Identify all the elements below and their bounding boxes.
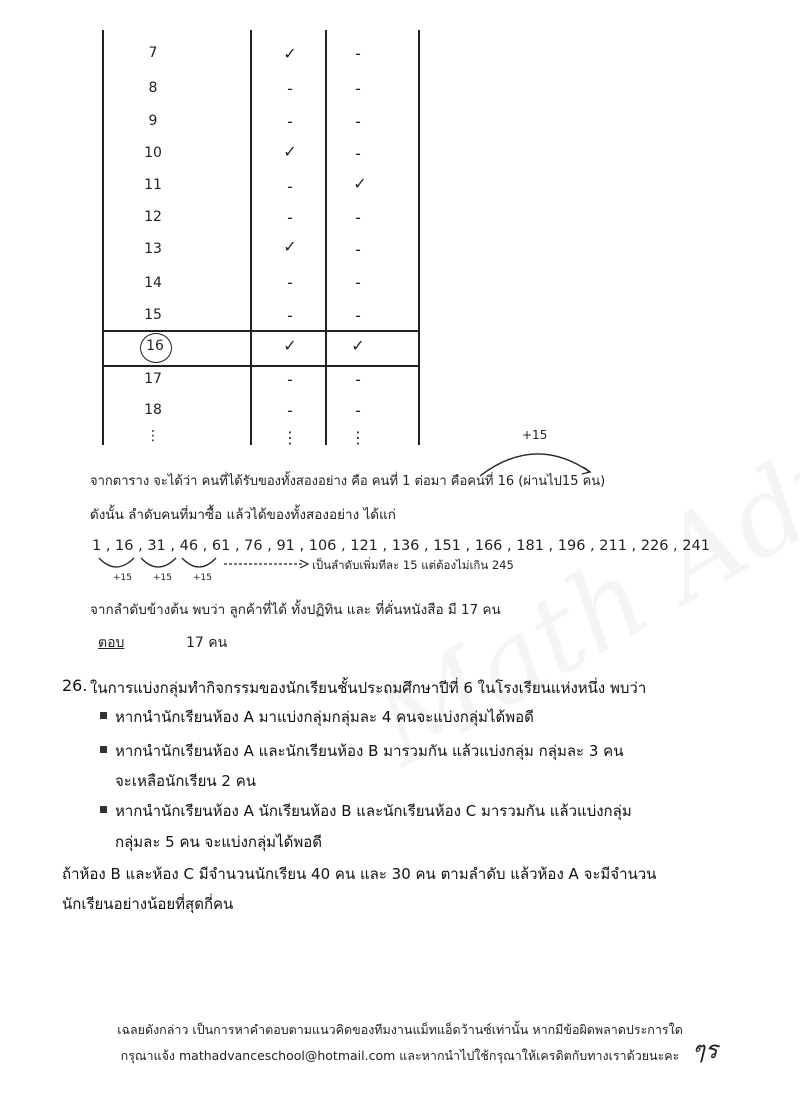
mark-calendar: ✓ (283, 142, 297, 161)
row-number: 15 (144, 307, 162, 323)
row-number: 14 (144, 275, 162, 291)
question-closing-line-2: นักเรียนอย่างน้อยที่สุดกี่คน (62, 895, 234, 913)
arc-label: +15 (153, 573, 172, 583)
sequence-note: เป็นลำดับเพิ่มทีละ 15 แต่ต้องไม่เกิน 245 (312, 558, 514, 572)
mark-calendar: - (287, 306, 293, 325)
answer-label: ตอบ (98, 635, 125, 651)
table-border-left (102, 30, 104, 445)
mark-bookmark: ✓ (353, 174, 367, 193)
footer-contact: กรุณาแจ้ง mathadvanceschool@hotmail.com และหากนำไปใช้กรุณาให้เครดิตกับทางเราด้วยนะคะ (120, 1048, 680, 1063)
arc-label: +15 (193, 573, 212, 583)
mark-calendar: - (287, 370, 293, 389)
condition-3-line-1: หากนำนักเรียนห้อง A นักเรียนห้อง B และนักเรียนห้อง C มารวมกัน แล้วแบ่งกลุ่ม (115, 802, 632, 820)
bullet-icon (100, 746, 107, 753)
mark-bookmark: - (355, 273, 361, 292)
condition-3-line-2: กลุ่มละ 5 คน จะแบ่งกลุ่มได้พอดี (115, 833, 322, 851)
condition-2-line-1: หากนำนักเรียนห้อง A และนักเรียนห้อง B มารวมกัน แล้วแบ่งกลุ่ม กลุ่มละ 3 คน (115, 742, 624, 760)
condition-1: หากนำนักเรียนห้อง A มาแบ่งกลุ่มกลุ่มละ 4 คนจะแบ่งกลุ่มได้พอดี (115, 708, 534, 726)
plus15-arc (470, 438, 610, 480)
condition-2-line-2: จะเหลือนักเรียน 2 คน (115, 772, 256, 790)
solution-line-3: จากลำดับข้างต้น พบว่า ลูกค้าที่ได้ ทั้งปฏิทิน และ ที่คั่นหนังสือ มี 17 คน (90, 602, 501, 618)
mark-bookmark: ✓ (351, 336, 365, 355)
bullet-icon (100, 806, 107, 813)
mark-calendar: ⋮ (282, 428, 298, 447)
row-16-top-line (102, 330, 420, 332)
mark-bookmark: - (355, 208, 361, 227)
question-closing-line-1: ถ้าห้อง B และห้อง C มีจำนวนนักเรียน 40 คน และ 30 คน ตามลำดับ แล้วห้อง A จะมีจำนวน (62, 865, 657, 883)
row-number: 17 (144, 371, 162, 387)
row-number: 7 (148, 45, 158, 61)
mark-calendar: ✓ (283, 44, 297, 63)
mark-calendar: ✓ (283, 237, 297, 256)
row-number: 11 (144, 177, 162, 193)
question-intro: ในการแบ่งกลุ่มทำกิจกรรมของนักเรียนชั้นประถมศึกษาปีที่ 6 ในโรงเรียนแห่งหนึ่ง พบว่า (90, 679, 647, 697)
bullet-icon (100, 712, 107, 719)
answer-value: 17 คน (186, 635, 228, 651)
row-number: 16 (146, 338, 164, 354)
plus15-label: +15 (522, 428, 548, 442)
row-number: 9 (148, 113, 158, 129)
row-number: ⋮ (146, 428, 160, 444)
mark-calendar: - (287, 208, 293, 227)
table-divider-2 (325, 30, 327, 445)
sequence-line: 1 , 16 , 31 , 46 , 61 , 76 , 91 , 106 , 121 , 136 , 151 , 166 , 181 , 196 , 211 , 226 , 241 (92, 538, 710, 554)
mark-bookmark: - (355, 144, 361, 163)
row-number: 8 (148, 80, 158, 96)
mark-bookmark: ⋮ (350, 428, 366, 447)
mark-bookmark: - (355, 370, 361, 389)
mark-calendar: - (287, 273, 293, 292)
mark-bookmark: - (355, 112, 361, 131)
table-border-right (418, 30, 420, 445)
footer-disclaimer: เฉลยดังกล่าว เป็นการหาคำตอบตามแนวคิดของทีมงานแม็ทแอ็ดว้านซ์เท่านั้น หากมีข้อผิดพลาดประการใด (117, 1022, 683, 1037)
mark-bookmark: - (355, 401, 361, 420)
solution-line-2: ดังนั้น ลำดับคนที่มาซื้อ แล้วได้ของทั้งสองอย่าง ได้แก่ (90, 507, 396, 523)
row-number: 10 (144, 145, 162, 161)
table-divider-1 (250, 30, 252, 445)
mark-calendar: - (287, 112, 293, 131)
arc-label: +15 (113, 573, 132, 583)
mark-calendar: - (287, 401, 293, 420)
mark-bookmark: - (355, 79, 361, 98)
solution-line-1: จากตาราง จะได้ว่า คนที่ได้รับของทั้งสองอย่าง คือ คนที่ 1 ต่อมา คือคนที่ 16 (ผ่านไป15 คน) (90, 474, 606, 489)
row-16-bottom-line (102, 365, 420, 367)
mark-bookmark: - (355, 44, 361, 63)
question-number: 26. (62, 676, 88, 695)
dashed-arrow (222, 558, 312, 570)
mark-calendar: - (287, 79, 293, 98)
mark-calendar: - (287, 177, 293, 196)
page-mark: ๆร (692, 1036, 718, 1064)
row-number: 12 (144, 209, 162, 225)
row-number: 18 (144, 402, 162, 418)
row-number: 13 (144, 241, 162, 257)
mark-bookmark: - (355, 240, 361, 259)
mark-bookmark: - (355, 306, 361, 325)
mark-calendar: ✓ (283, 336, 297, 355)
